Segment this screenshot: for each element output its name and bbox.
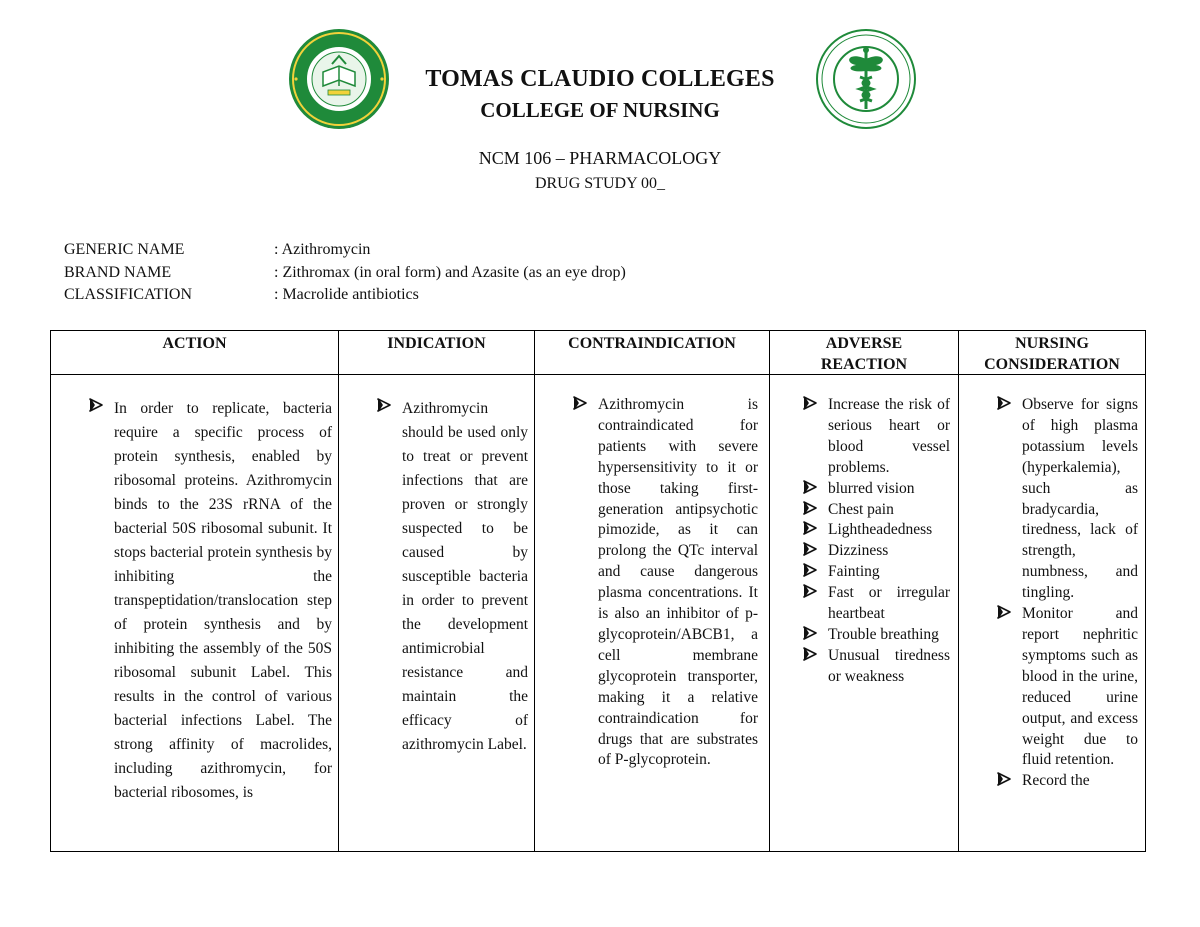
- indication-column: [339, 331, 535, 851]
- list-item: [828, 625, 950, 646]
- contraindication-list: [598, 395, 758, 771]
- list-item-text: Dizziness: [828, 542, 889, 560]
- list-item-text: Record the: [1022, 772, 1090, 790]
- list-item: [1022, 604, 1138, 771]
- list-item: [828, 395, 950, 479]
- classification-value: : Macrolide antibiotics: [274, 286, 419, 303]
- list-item-text: Increase the risk of serious heart or blood vessel problems.: [828, 396, 950, 476]
- brand-name-value: : Zithromax (in oral form) and Azasite (as an eye drop): [274, 263, 626, 281]
- action-list: [114, 397, 332, 805]
- list-item: [1022, 395, 1138, 604]
- drug-study-table: [50, 330, 1146, 852]
- list-item-text: Observe for signs of high plasma potassium levels (hyperkalemia), such as bradycardia, tiredness, lack of strength, numbness, and tingling.: [1022, 396, 1138, 602]
- list-item: [598, 395, 758, 771]
- list-item: [828, 520, 950, 541]
- arrow-bullet-icon: [802, 395, 820, 415]
- drug-study-title: DRUG STUDY 00_: [534, 175, 666, 192]
- list-item-text: Fast or irregular heartbeat: [828, 584, 950, 623]
- arrow-bullet-icon: [802, 500, 820, 520]
- contraindication-column: [535, 331, 770, 851]
- list-item: [828, 541, 950, 562]
- list-item: [828, 583, 950, 625]
- arrow-bullet-icon: [996, 395, 1014, 415]
- arrow-bullet-icon: [802, 541, 820, 561]
- indication-header: INDICATION: [339, 331, 534, 375]
- adverse-reaction-list: [828, 395, 950, 688]
- adverse-reaction-column: [770, 331, 959, 851]
- generic-name-row: [64, 241, 626, 264]
- list-item-text: Lightheadedness: [828, 521, 933, 539]
- list-item-text: In order to replicate, bacteria require a specific process of protein synthesis, enabled by ribosomal proteins. Azithromycin binds to the 23S rRNA of the bacterial 50S ribosomal subunit. It stops bacterial protein synthesis by inhibiting the transpeptidation/translocation step of protein synthesis and by inhibiting the assembly of the 50S ribosomal subunit Label. This results in the control of various bacterial infections Label. The strong affinity of macrolides, including azithromycin, for bacterial ribosomes, is: [114, 400, 332, 801]
- brand-name-row: [64, 264, 626, 287]
- arrow-bullet-icon: [88, 397, 106, 417]
- arrow-bullet-icon: [802, 625, 820, 645]
- nursing-consideration-list: [1022, 395, 1138, 792]
- arrow-bullet-icon: [572, 395, 590, 415]
- list-item-text: Azithromycin should be used only to treat or prevent infections that are proven or strongly suspected to be caused by susceptible bacteria in order to prevent the development antimicrobial resistance and maintain the efficacy of azithromycin Label.: [402, 400, 528, 753]
- arrow-bullet-icon: [802, 520, 820, 540]
- arrow-bullet-icon: [996, 604, 1014, 624]
- list-item-text: Unusual tiredness or weakness: [828, 646, 950, 685]
- list-item-text: blurred vision: [828, 479, 915, 497]
- classification-label: CLASSIFICATION: [64, 286, 193, 303]
- arrow-bullet-icon: [996, 771, 1014, 791]
- generic-name-value: : Azithromycin: [274, 241, 371, 258]
- action-column: [51, 331, 339, 851]
- list-item-text: Monitor and report nephritic symptoms such as blood in the urine, reduced urine output, and excess weight due to fluid retention.: [1022, 605, 1138, 769]
- list-item: [828, 500, 950, 521]
- nursing-seal-logo: [816, 29, 916, 129]
- list-item: [828, 646, 950, 688]
- list-item-text: Trouble breathing: [828, 625, 939, 643]
- arrow-bullet-icon: [376, 397, 394, 417]
- arrow-bullet-icon: [802, 562, 820, 582]
- indication-list: [402, 397, 528, 757]
- arrow-bullet-icon: [802, 479, 820, 499]
- drug-info-block: [64, 241, 626, 309]
- generic-name-label: GENERIC NAME: [64, 241, 185, 258]
- college-name: COLLEGE OF NURSING: [480, 98, 720, 122]
- tcc-seal-logo: [288, 28, 390, 130]
- list-item-text: Fainting: [828, 563, 880, 581]
- action-header: ACTION: [51, 331, 338, 375]
- list-item: [114, 397, 332, 805]
- course-title: NCM 106 – PHARMACOLOGY: [478, 148, 722, 168]
- list-item: [402, 397, 528, 757]
- arrow-bullet-icon: [802, 583, 820, 603]
- nursing-consideration-column: [959, 331, 1145, 851]
- contraindication-header: CONTRAINDICATION: [535, 331, 769, 375]
- list-item-text: Azithromycin is contraindicated for patients with severe hypersensitivity to it or those taking first-generation antipsychotic pimozide, as it can prolong the QTc interval and cause dangerous plasma concentrations. It is also an inhibitor of p-glycoprotein/ABCB1, a cell membrane glycoprotein transporter, making it a relative contraindication for drugs that are substrates of P-glycoprotein.: [598, 396, 758, 769]
- adverse-reaction-header: ADVERSE REACTION: [770, 331, 958, 375]
- nursing-consideration-header: NURSING CONSIDERATION: [959, 331, 1145, 375]
- list-item: [1022, 771, 1138, 792]
- school-name: TOMAS CLAUDIO COLLEGES: [425, 66, 775, 92]
- classification-row: [64, 286, 626, 309]
- list-item-text: Chest pain: [828, 500, 894, 518]
- list-item: [828, 562, 950, 583]
- brand-name-label: BRAND NAME: [64, 263, 172, 281]
- arrow-bullet-icon: [802, 646, 820, 666]
- list-item: [828, 479, 950, 500]
